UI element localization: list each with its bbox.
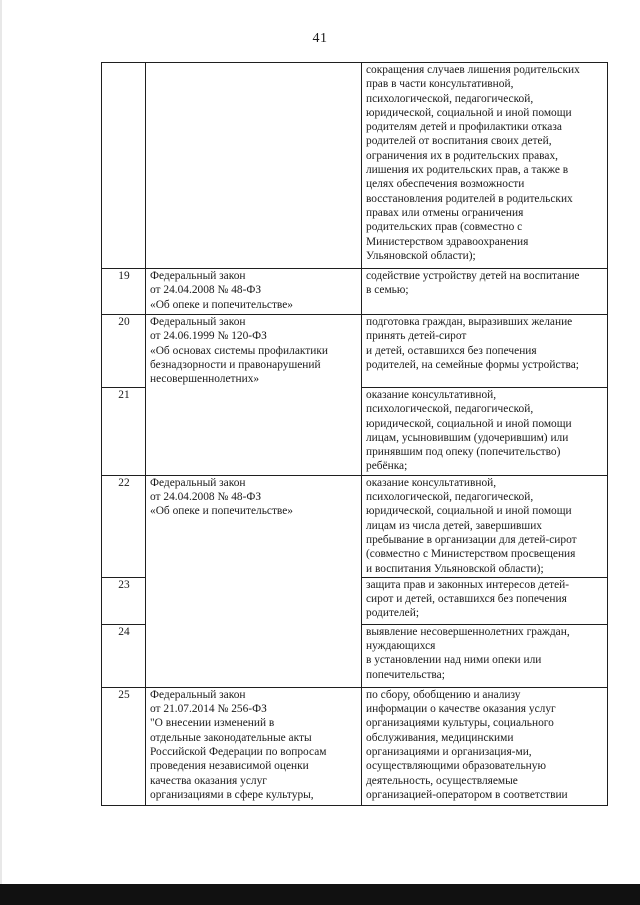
description-line: Министерством здравоохранения [366,235,529,248]
law-line: качества оказания услуг [150,774,267,787]
row-number: 19 [102,269,146,315]
description-line: ограничения их в родительских правах, [366,149,559,162]
scan-bottom-edge [0,884,640,905]
law-reference [146,387,362,475]
row-number: 24 [102,624,146,687]
page-number: 41 [312,31,328,46]
law-line: Федеральный закон [150,316,246,328]
description-line: родителей; [366,607,419,620]
law-line: отдельные законодательные акты [150,731,312,744]
description-line: сокращения случаев лишения родительских [366,64,580,76]
description-line: (совместно с Министерством просвещения [366,548,576,561]
law-line: "О внесении изменений в [150,717,275,730]
law-reference [146,577,362,624]
law-line: от 21.07.2014 № 256-ФЗ [150,703,267,716]
law-reference [146,475,362,577]
law-line: «Об основах системы профилактики [150,344,328,357]
law-reference [146,624,362,687]
law-line: от 24.06.1999 № 120-ФЗ [150,330,267,343]
description-line: принявшим под опеку (попечительство) [366,446,561,459]
description-line: по сбору, обобщению и анализу [366,688,521,701]
description-line: организациями культуры, социального [366,717,554,730]
table-row [102,577,608,624]
authority-description [362,624,608,687]
authority-description [362,269,608,315]
legislation-table [101,62,608,806]
law-line: от 24.04.2008 № 48-ФЗ [150,491,262,504]
authority-description [362,475,608,577]
description-line: целях обеспечения возможности [366,178,525,191]
row-number: 21 [102,387,146,475]
law-reference [146,687,362,805]
description-line: лишения их родительских прав, а также в [366,164,569,177]
table-row [102,624,608,687]
description-line: Ульяновской области); [366,249,476,262]
description-line: лицам из числа детей, завершивших [366,519,542,532]
table-row [102,387,608,475]
description-line: оказание консультативной, [366,476,497,489]
law-line: Федеральный закон [150,270,246,282]
row-number: 20 [102,315,146,388]
law-reference [146,269,362,315]
description-line: прав в части консультативной, [366,78,514,91]
description-line: лицам, усыновившим (удочерившим) или [366,431,569,444]
description-line: в установлении над ними опеки или [366,654,542,667]
table-row [102,269,608,315]
description-line: психологической, педагогической, [366,403,534,416]
authority-description [362,63,608,269]
description-line: принять детей-сирот [366,330,467,343]
description-line: правах или отмены ограничения [366,206,524,219]
description-line: сирот и детей, оставшихся без попечения [366,593,567,606]
row-number: 25 [102,687,146,805]
description-line: организацией-оператором в соответствии [366,788,568,801]
description-line: обслуживания, медицинскими [366,731,514,744]
law-line: «Об опеке и попечительстве» [150,505,293,518]
description-line: выявление несовершеннолетних граждан, [366,625,570,638]
description-line: подготовка граждан, выразивших желание [366,316,573,328]
description-line: нуждающихся [366,640,436,653]
description-line: психологической, педагогической, [366,92,534,105]
law-line: проведения независимой оценки [150,760,309,773]
description-line: защита прав и законных интересов детей- [366,578,570,591]
row-number: 22 [102,475,146,577]
law-reference [146,63,362,269]
law-line: «Об опеке и попечительстве» [150,298,293,311]
law-line: Федеральный закон [150,688,246,701]
law-line: безнадзорности и правонарушений [150,358,321,371]
authority-description [362,315,608,388]
law-line: несовершеннолетних» [150,373,260,386]
description-line: восстановления родителей в родительских [366,192,573,205]
description-line: организациями и организация-ми, [366,746,532,759]
table-row [102,315,608,388]
authority-description [362,687,608,805]
row-number: 23 [102,577,146,624]
description-line: информации о качестве оказания услуг [366,703,556,716]
law-line: Федеральный закон [150,476,246,489]
description-line: родителям детей и профилактики отказа [366,121,562,134]
description-line: осуществляющими образовательную [366,760,546,773]
description-line: оказание консультативной, [366,388,497,401]
table-row [102,475,608,577]
description-line: деятельность, осуществляемые [366,774,518,787]
description-line: в семью; [366,284,409,297]
row-number [102,63,146,269]
law-line: организациями в сфере культуры, [150,788,314,801]
law-reference [146,315,362,388]
table-row [102,63,608,269]
description-line: ребёнка; [366,460,408,473]
law-line: от 24.04.2008 № 48-ФЗ [150,284,262,297]
description-line: юридической, социальной и иной помощи [366,505,572,518]
description-line: психологической, педагогической, [366,491,534,504]
table-row [102,687,608,805]
description-line: родительских прав (совместно с [366,221,523,234]
description-line: и воспитания Ульяновской области); [366,562,544,575]
law-line: Российской Федерации по вопросам [150,746,327,759]
description-line: юридической, социальной и иной помощи [366,417,572,430]
description-line: родителей от воспитания своих детей, [366,135,552,148]
authority-description [362,577,608,624]
description-line: юридической, социальной и иной помощи [366,106,572,119]
description-line: попечительства; [366,668,445,681]
description-line: родителей, на семейные формы устройства; [366,358,579,371]
scan-edge [0,0,2,884]
authority-description [362,387,608,475]
description-line: содействие устройству детей на воспитание [366,270,580,282]
description-line: и детей, оставшихся без попечения [366,344,537,357]
description-line: пребывание в организации для детей-сирот [366,533,577,546]
